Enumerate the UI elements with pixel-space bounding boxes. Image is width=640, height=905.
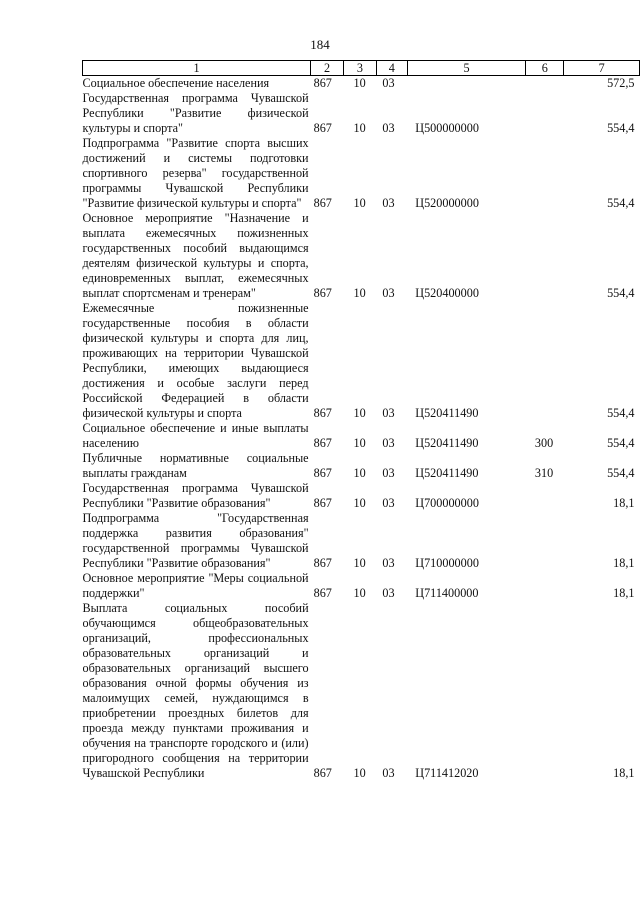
table-row	[83, 136, 640, 211]
row-ministry-code: 867	[313, 436, 332, 450]
row-ministry-code: 867	[313, 766, 332, 780]
row-ministry-code: 867	[313, 496, 332, 510]
header-col-2: 2	[311, 61, 344, 76]
row-target-article: Ц711412020	[415, 766, 479, 780]
row-name: Подпрограмма "Государственная поддержка развития образования" государственной программы Чувашской Республики "Развитие образования"	[82, 511, 309, 570]
row-subsection: 03	[382, 766, 395, 780]
row-section: 10	[353, 196, 366, 210]
row-expense-type: 310	[534, 466, 554, 480]
table-row	[83, 76, 640, 92]
header-col-5: 5	[407, 61, 526, 76]
page-number: 184	[310, 37, 330, 52]
row-name: Основное мероприятие "Назначение и выплата ежемесячных пожизненных государственных пособий выдающимся деятелям физической культуры и спорта, единовременных выплат, ежемесячных выплат спортсменам и тренерам"	[82, 211, 309, 300]
table-row	[83, 421, 640, 451]
table-row	[83, 601, 640, 781]
row-amount: 572,5	[607, 76, 635, 90]
row-target-article: Ц711400000	[415, 586, 479, 600]
row-section: 10	[353, 286, 366, 300]
row-name: Государственная программа Чувашской Республики "Развитие физической культуры и спорта"	[82, 91, 309, 135]
row-subsection: 03	[382, 496, 395, 510]
row-amount: 554,4	[607, 466, 635, 480]
row-name: Выплата социальных пособий обучающимся общеобразовательных организаций, профессиональных образовательных организаций и образовательных организаций высшего образования очной формы обучения из малоимущих семей, нуждающимся в приобретении проездных билетов для проезда между пунктами проживания и обучения на транспорте городского и (или) пригородного сообщения на территории Чувашской Республики	[82, 601, 309, 780]
row-name: Подпрограмма "Развитие спорта высших достижений и системы подготовки спортивного резерва" государственной программы Чувашской Республики "Развитие физической культуры и спорта"	[82, 136, 309, 210]
row-subsection: 03	[382, 286, 395, 300]
row-amount: 554,4	[607, 436, 635, 450]
row-amount: 554,4	[607, 406, 635, 420]
row-target-article: Ц520411490	[415, 406, 479, 420]
row-section: 10	[353, 466, 366, 480]
budget-table	[82, 60, 640, 781]
table-row	[83, 511, 640, 571]
row-name: Государственная программа Чувашской Республики "Развитие образования"	[82, 481, 309, 510]
header-col-6: 6	[526, 61, 564, 76]
row-target-article	[407, 76, 526, 92]
row-subsection: 03	[382, 436, 395, 450]
row-name: Ежемесячные пожизненные государственные пособия в области физической культуры и спорта для лиц, проживающих на территории Чувашской Республики, имеющих выдающиеся достижения и особые заслуги перед Российской Федерацией в области физической культуры и спорта	[82, 301, 309, 420]
row-section: 10	[353, 436, 366, 450]
row-expense-type	[526, 601, 564, 781]
row-target-article: Ц700000000	[415, 496, 479, 510]
table-row	[83, 91, 640, 136]
row-name: Социальное обеспечение населения	[82, 76, 270, 90]
row-ministry-code: 867	[313, 586, 332, 600]
row-expense-type	[526, 571, 564, 601]
header-col-1: 1	[83, 61, 311, 76]
row-subsection: 03	[382, 76, 395, 90]
row-expense-type	[526, 511, 564, 571]
row-target-article: Ц500000000	[415, 121, 479, 135]
row-target-article: Ц520411490	[415, 466, 479, 480]
row-ministry-code: 867	[313, 76, 332, 90]
row-name: Основное мероприятие "Меры социальной поддержки"	[82, 571, 309, 600]
row-section: 10	[353, 496, 366, 510]
row-section: 10	[353, 121, 366, 135]
row-name: Публичные нормативные социальные выплаты гражданам	[82, 451, 309, 480]
row-section: 10	[353, 406, 366, 420]
table-row	[83, 211, 640, 301]
row-target-article: Ц520411490	[415, 436, 479, 450]
row-ministry-code: 867	[313, 286, 332, 300]
table-row	[83, 571, 640, 601]
row-expense-type	[526, 136, 564, 211]
row-expense-type	[526, 91, 564, 136]
row-ministry-code: 867	[313, 196, 332, 210]
row-amount: 554,4	[607, 121, 635, 135]
row-subsection: 03	[382, 466, 395, 480]
row-name: Социальное обеспечение и иные выплаты населению	[82, 421, 309, 450]
row-expense-type	[526, 76, 564, 92]
header-col-4: 4	[376, 61, 407, 76]
row-subsection: 03	[382, 406, 395, 420]
row-subsection: 03	[382, 586, 395, 600]
row-amount: 554,4	[607, 196, 635, 210]
row-ministry-code: 867	[313, 466, 332, 480]
row-ministry-code: 867	[313, 406, 332, 420]
row-expense-type: 300	[534, 436, 554, 450]
row-subsection: 03	[382, 121, 395, 135]
row-amount: 18,1	[613, 586, 635, 600]
row-target-article: Ц710000000	[415, 556, 479, 570]
row-target-article: Ц520400000	[415, 286, 479, 300]
table-row	[83, 481, 640, 511]
row-ministry-code: 867	[313, 556, 332, 570]
row-amount: 554,4	[607, 286, 635, 300]
row-section: 10	[353, 76, 366, 90]
row-target-article: Ц520000000	[415, 196, 479, 210]
header-col-7: 7	[564, 61, 640, 76]
table-row	[83, 301, 640, 421]
table-row	[83, 451, 640, 481]
row-subsection: 03	[382, 556, 395, 570]
header-col-3: 3	[343, 61, 376, 76]
row-subsection: 03	[382, 196, 395, 210]
row-ministry-code: 867	[313, 121, 332, 135]
row-amount: 18,1	[613, 496, 635, 510]
row-amount: 18,1	[613, 556, 635, 570]
row-amount: 18,1	[613, 766, 635, 780]
row-expense-type	[526, 301, 564, 421]
row-section: 10	[353, 586, 366, 600]
header-row	[83, 61, 640, 76]
row-expense-type	[526, 481, 564, 511]
row-expense-type	[526, 211, 564, 301]
row-section: 10	[353, 766, 366, 780]
row-section: 10	[353, 556, 366, 570]
